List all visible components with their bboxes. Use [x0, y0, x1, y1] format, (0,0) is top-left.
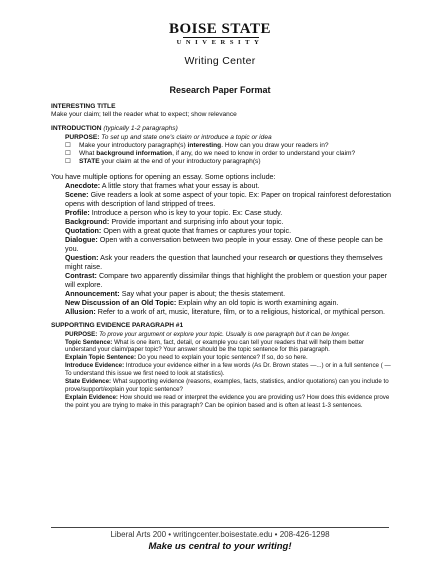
option-text: Explain why an old topic is worth examining again. [176, 298, 339, 308]
option-text: Provide important and surprising info about your topic. [109, 217, 284, 227]
evidence-item [51, 394, 393, 410]
university-logo-wordmark: BOISE STATE [168, 21, 272, 37]
option-item [51, 208, 393, 217]
option-item [51, 253, 393, 271]
evidence-text: What supporting evidence (reasons, examples, facts, statistics, and/or quotations) can you include to prove/support/explain your topic sentence? [65, 378, 389, 393]
option-text: Refer to a work of art, music, literature, film, or to a religious, historical, or mythical person. [95, 307, 385, 317]
option-item [51, 271, 393, 289]
evidence-text: Do you need to explain your topic sentence? If so, do so here. [136, 354, 308, 362]
introduction-section [51, 125, 393, 166]
checkbox-icon: ☐ [65, 141, 71, 149]
option-label: Anecdote: [65, 181, 101, 191]
option-text: Give readers a look at some aspect of your topic. Ex: Paper on tropical rainforest deforestation opens with description of land stripped of trees. [65, 190, 392, 209]
intro-bullet-2: ☐ What background information, if any, do we need to know in order to understand your claim? [65, 150, 356, 158]
option-text: Open with a conversation between two people in your essay. One of these people can be you. [65, 235, 383, 254]
evidence-label: Explain Topic Sentence: [65, 354, 137, 362]
interesting-title-section [51, 103, 393, 119]
evidence-list [51, 339, 393, 410]
footer-contact: Liberal Arts 200 • writingcenter.boisestate.edu • 208-426-1298 [110, 530, 330, 539]
purpose-text: To prove your argument or explore your topic. Usually is one paragraph but it can be longer. [99, 330, 351, 338]
section-heading: INTRODUCTION [51, 125, 102, 133]
option-text: Open with a great quote that frames or captures your topic. [101, 226, 292, 236]
evidence-text: Introduce your evidence either in a few words (As Dr. Brown states —...) or in a full sentence ( — To understand this issue we first need to look at statistics). [65, 362, 391, 378]
supporting-evidence-section [51, 322, 393, 409]
option-label: Profile: [65, 208, 90, 218]
option-text: questions they themselves might raise. [65, 253, 383, 272]
footer-tagline: Make us central to your writing! [148, 541, 292, 552]
purpose-label: PURPOSE: [65, 133, 100, 141]
evidence-label: Topic Sentence: [65, 338, 113, 346]
option-item [51, 190, 393, 208]
opening-options-section [51, 172, 393, 316]
options-intro: You have multiple options for opening an essay. Some options include: [51, 172, 276, 182]
intro-bullet-1: ☐ Make your introductory paragraph(s) interesting. How can you draw your readers in? [65, 141, 329, 149]
evidence-item [51, 339, 393, 355]
options-list [51, 181, 393, 316]
evidence-label: State Evidence: [65, 378, 112, 386]
document-title: Research Paper Format [169, 85, 271, 95]
intro-bullet-3: ☐ STATE your claim at the end of your introductory paragraph(s) [65, 158, 261, 166]
option-item [51, 217, 393, 226]
evidence-label: Explain Evidence: [65, 393, 118, 401]
option-emphasis: or [288, 253, 296, 263]
footer-divider [51, 527, 389, 528]
option-text: Compare two apparently dissimilar things that highlight the problem or question your paper will explore. [65, 271, 388, 290]
option-text: Ask your readers the question that launched your research [98, 253, 289, 263]
purpose-line [51, 134, 393, 142]
writing-center-name: Writing Center [184, 55, 256, 67]
option-label: Quotation: [65, 226, 102, 236]
option-item [51, 235, 393, 253]
evidence-text: How should we read or interpret the evidence you are providing us? How does this evidence prove the point you are trying to make in this paragraph? Can be opinion based and is often at least 1-3 sentences. [65, 393, 390, 409]
evidence-item [51, 378, 393, 394]
logo-divider [183, 37, 259, 38]
option-text: Say what your paper is about; the thesis statement. [119, 289, 286, 299]
section-text: Make your claim; tell the reader what to expect; show relevance [51, 111, 237, 119]
section-heading: SUPPORTING EVIDENCE PARAGRAPH #1 [51, 322, 184, 330]
purpose-text: To set up and state one's claim or introduce a topic or idea [101, 133, 272, 141]
checkbox-icon: ☐ [65, 158, 71, 166]
option-item [51, 298, 393, 307]
purpose-line [51, 331, 393, 339]
section-heading: INTERESTING TITLE [51, 103, 116, 110]
purpose-label: PURPOSE: [65, 330, 98, 338]
checkbox-icon: ☐ [65, 150, 71, 158]
evidence-label: Introduce Evidence: [65, 362, 125, 370]
document-body [51, 103, 393, 410]
option-item [51, 181, 393, 190]
evidence-item [51, 362, 393, 378]
option-label: New Discussion of an Old Topic: [65, 298, 177, 308]
option-item [51, 226, 393, 235]
section-heading-note: (typically 1-2 paragraphs) [103, 125, 178, 133]
option-label: Contrast: [65, 271, 97, 281]
option-label: Question: [65, 253, 99, 263]
option-text: Introduce a person who is key to your topic. Ex: Case study. [89, 208, 283, 218]
evidence-item [51, 354, 393, 362]
option-label: Announcement: [65, 289, 120, 299]
option-label: Allusion: [65, 307, 96, 317]
option-label: Scene: [65, 190, 89, 200]
university-logo-subtitle: UNIVERSITY [176, 39, 264, 46]
option-item [51, 289, 393, 298]
option-label: Dialogue: [65, 235, 98, 245]
option-item [51, 307, 393, 316]
option-label: Background: [65, 217, 110, 227]
evidence-text: What is one item, fact, detail, or example you can tell your readers that will help them better understand your claim/paper topic? Your answer should be the topic sentence for this paragraph. [65, 338, 365, 354]
option-text: A little story that frames what your essay is about. [100, 181, 260, 191]
